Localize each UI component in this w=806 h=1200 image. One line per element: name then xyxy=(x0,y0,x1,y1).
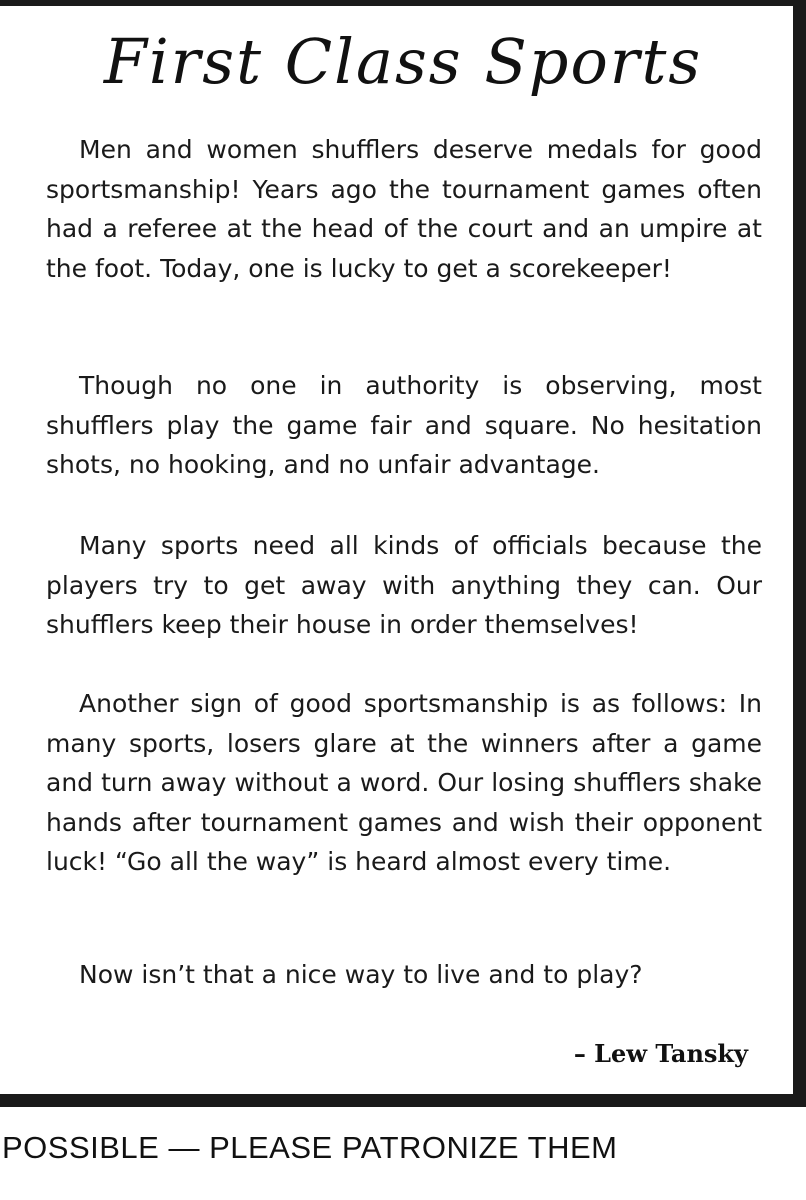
author-signature: – Lew Tansky xyxy=(573,1039,748,1068)
article-title: First Class Sports xyxy=(103,25,703,98)
footer-caption: POSSIBLE — PLEASE PATRONIZE THEM xyxy=(2,1130,618,1165)
article-paragraph-2: Though no one in authority is observing, most shufflers play the game fair and square. No hesitation shots, no hooking, and no unfair advantage. xyxy=(46,371,762,479)
box-right-border xyxy=(793,0,806,1094)
article-paragraph-1: Men and women shufflers deserve medals for good sportsmanship! Years ago the tournament games often had a referee at the head of the court and an umpire at the foot. Today, one is lucky to get a scorekeeper! xyxy=(46,135,762,283)
box-bottom-border xyxy=(0,1094,806,1107)
article-paragraph-3: Many sports need all kinds of officials because the players try to get away with anything they can. Our shufflers keep their house in order themselves! xyxy=(46,531,762,639)
article-paragraph-4: Another sign of good sportsmanship is as follows: In many sports, losers glare at the winners after a game and turn away without a word. Our losing shufflers shake hands after tournament games and wish their opponent luck! “Go all the way” is heard almost every time. xyxy=(46,689,762,876)
top-border-rule xyxy=(0,0,806,6)
article-paragraph-5: Now isn’t that a nice way to live and to play? xyxy=(79,960,643,989)
